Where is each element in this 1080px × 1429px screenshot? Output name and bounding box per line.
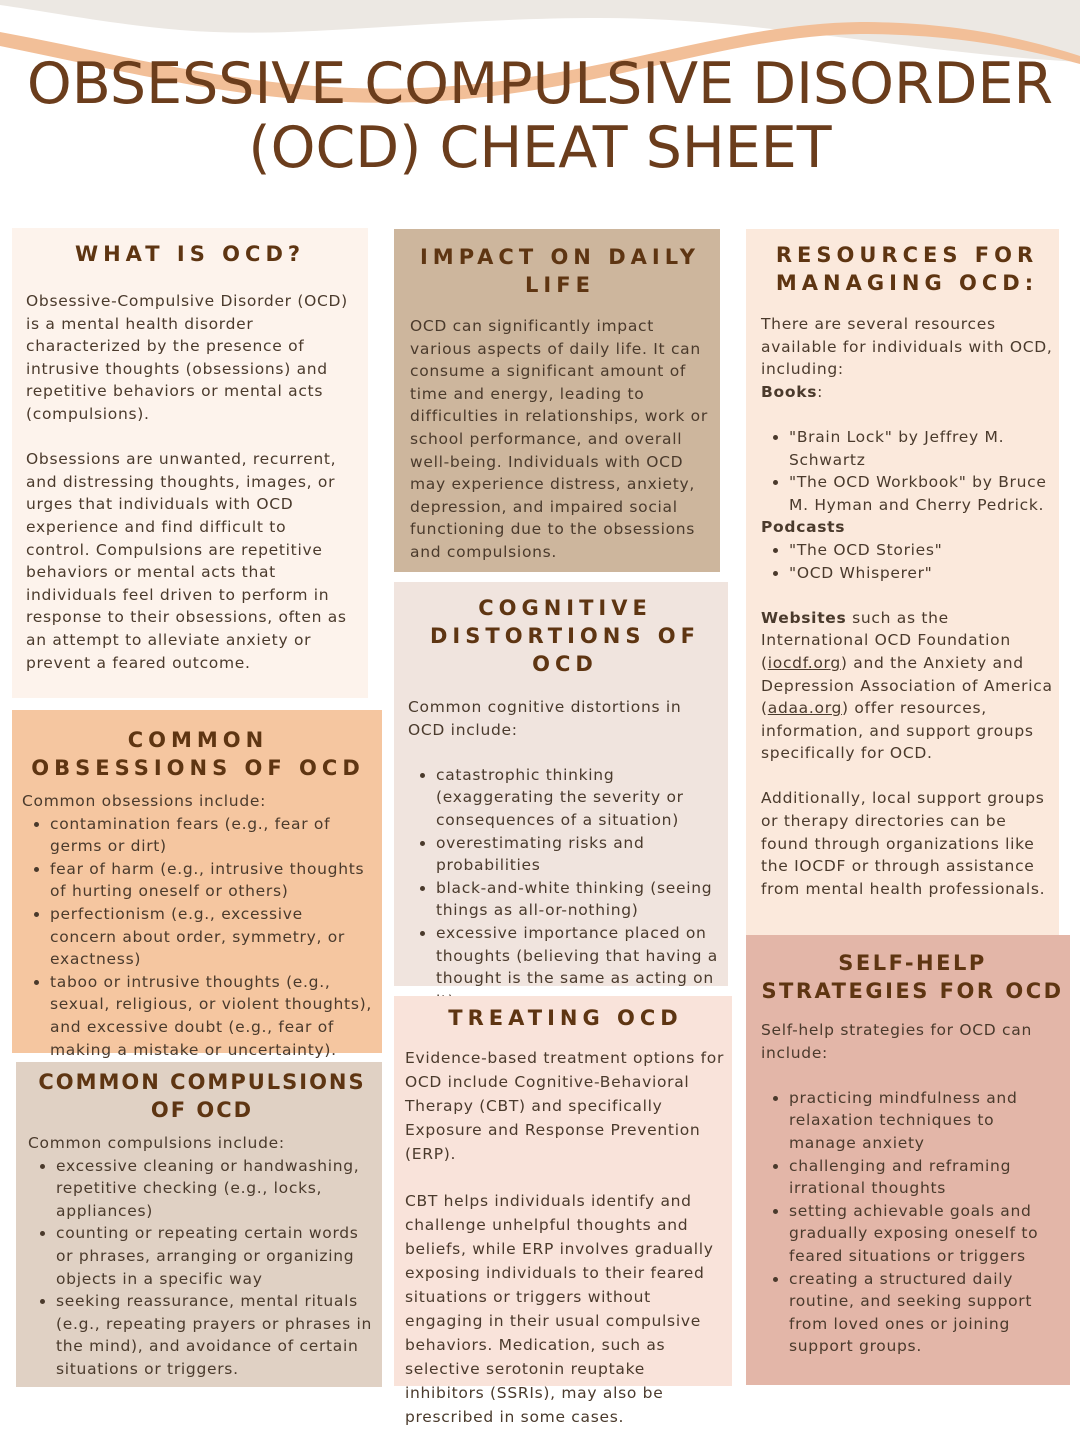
list-item: • setting achievable goals and gradually exposing oneself to feared situations or triggers: [789, 1200, 1064, 1268]
list-item: • overestimating risks and probabilities: [436, 832, 722, 877]
paragraph: Additionally, local support groups or therapy directories can be found through organizations like the IOCDF or through assistance from mental health professionals.: [761, 789, 1046, 898]
websites-text-2: ) and the Anxiety and Depression Association of America (: [761, 653, 1053, 718]
books-list: [761, 426, 1053, 516]
common-obsessions-section: [12, 710, 382, 1059]
list-item: • creating a structured daily routine, and seeking support from loved ones or joining support groups.: [789, 1268, 1064, 1358]
websites-label: Websites: [761, 608, 847, 627]
list-item: • fear of harm (e.g., intrusive thoughts of hurting oneself or others): [50, 858, 374, 903]
obsessions-list: [22, 813, 374, 1062]
list-item: • "OCD Whisperer": [789, 562, 1053, 585]
section-heading: IMPACT ON DAILY LIFE: [419, 245, 701, 297]
title-line-1: OBSESSIVE COMPULSIVE DISORDER: [26, 51, 1054, 117]
list-item: • taboo or intrusive thoughts (e.g., sexual, religious, or violent thoughts), and excessive doubt (e.g., fear of making a mistake or uncertainty).: [50, 971, 374, 1061]
page-title: [0, 52, 1080, 180]
self-help-strategies-section: [746, 935, 1070, 1385]
intro-text: Common cognitive distortions in OCD include:: [408, 698, 682, 739]
intro-text: There are several resources available for individuals with OCD, including:: [761, 315, 1053, 379]
what-is-ocd-section: [12, 228, 368, 698]
list-item: • black-and-white thinking (seeing things as all-or-nothing): [436, 877, 722, 922]
section-heading: TREATING OCD: [448, 1006, 683, 1030]
paragraph: OCD can significantly impact various aspects of daily life. It can consume a significant amount of time and energy, leading to difficulties in relationships, work or school performance, and overall well-being. Individuals with OCD may experience distress, anxiety, depression, and impaired social functioning due to the obsessions and compulsions.: [410, 317, 708, 561]
common-compulsions-section: [16, 1062, 382, 1387]
books-colon: :: [817, 382, 824, 401]
websites-text-3: ) offer resources, information, and support groups specifically for OCD.: [761, 699, 1034, 763]
list-item: • excessive importance placed on thoughts (believing that having a thought is the same as acting on: [436, 922, 722, 1012]
distortions-list: [408, 764, 722, 1013]
paragraph: Obsessions are unwanted, recurrent, and distressing thoughts, images, or urges that individuals with OCD experience and find difficult to control. Compulsions are repetitive behaviors or mental acts that individuals feel driven to perform in response to their obsessions, often as an attempt to alleviate anxiety or prevent a feared outcome.: [26, 450, 347, 672]
treating-ocd-section: [394, 996, 732, 1426]
books-label-line: [761, 381, 1053, 404]
list-item: • seeking reassurance, mental rituals (e.g., repeating prayers or phrases in the mind), and avoidance of certain situations or triggers.: [56, 1290, 376, 1380]
podcasts-label: Podcasts: [761, 518, 846, 537]
impact-on-daily-life-section: [394, 229, 720, 572]
section-heading: COMMON OBSESSIONS OF OCD: [31, 728, 365, 780]
list-item: • excessive cleaning or handwashing, repetitive checking (e.g., locks, appliances): [56, 1155, 376, 1223]
intro-text: Self-help strategies for OCD can include:: [761, 1021, 1033, 1062]
compulsions-list: [28, 1155, 376, 1381]
resources-section: [746, 229, 1059, 935]
paragraph: Evidence-based treatment options for OCD include Cognitive-Behavioral Therapy (CBT) and specifically Exposure and Response Prevention (ERP).: [405, 1049, 725, 1163]
list-item: • practicing mindfulness and relaxation techniques to manage anxiety: [789, 1087, 1064, 1155]
list-item: • "Brain Lock" by Jeffrey M. Schwartz: [789, 426, 1053, 471]
section-heading: RESOURCES FOR MANAGING OCD:: [775, 243, 1039, 295]
list-item: • counting or repeating certain words or phrases, arranging or organizing objects in a specific way: [56, 1222, 376, 1290]
list-item: • challenging and reframing irrational thoughts: [789, 1155, 1064, 1200]
intro-text: Common compulsions include:: [28, 1134, 285, 1152]
section-heading: WHAT IS OCD?: [74, 242, 306, 266]
list-item: • catastrophic thinking (exaggerating the severity or consequences of a situation): [436, 764, 722, 832]
list-item: • perfectionism (e.g., excessive concern about order, symmetry, or exactness): [50, 903, 374, 971]
title-line-2: (OCD) CHEAT SHEET: [248, 115, 832, 181]
paragraph: CBT helps individuals identify and challenge unhelpful thoughts and beliefs, while ERP involves gradually exposing individuals to their feared situations or triggers without engaging in their usual compulsive behaviors. Medication, such as selective serotonin reuptake inhibitors (SSRIs), may also be prescribed in some cases.: [405, 1191, 714, 1426]
list-item: • "The OCD Workbook" by Bruce M. Hyman and Cherry Pedrick.: [789, 471, 1053, 516]
list-item: • "The OCD Stories": [789, 539, 1053, 562]
websites-paragraph: [761, 607, 1053, 765]
section-heading: SELF-HELP STRATEGIES FOR OCD: [761, 951, 1064, 1003]
strategies-list: [761, 1087, 1064, 1358]
list-item: • contamination fears (e.g., fear of germs or dirt): [50, 813, 374, 858]
podcasts-list: [761, 539, 1053, 584]
adaa-link[interactable]: adaa.org: [767, 699, 843, 718]
websites-text-1: such as the International OCD Foundation (: [761, 608, 1011, 672]
paragraph: Obsessive-Compulsive Disorder (OCD) is a mental health disorder characterized by the presence of intrusive thoughts (obsessions) and repetitive behaviors or mental acts (compulsions).: [26, 292, 348, 423]
section-heading: COGNITIVE DISTORTIONS OF OCD: [430, 596, 700, 676]
cognitive-distortions-section: [394, 582, 728, 986]
intro-text: Common obsessions include:: [22, 792, 267, 810]
books-label: Books: [761, 382, 818, 401]
iocdf-link[interactable]: iocdf.org: [767, 653, 841, 672]
section-heading: COMMON COMPULSIONS OF OCD: [38, 1070, 366, 1122]
